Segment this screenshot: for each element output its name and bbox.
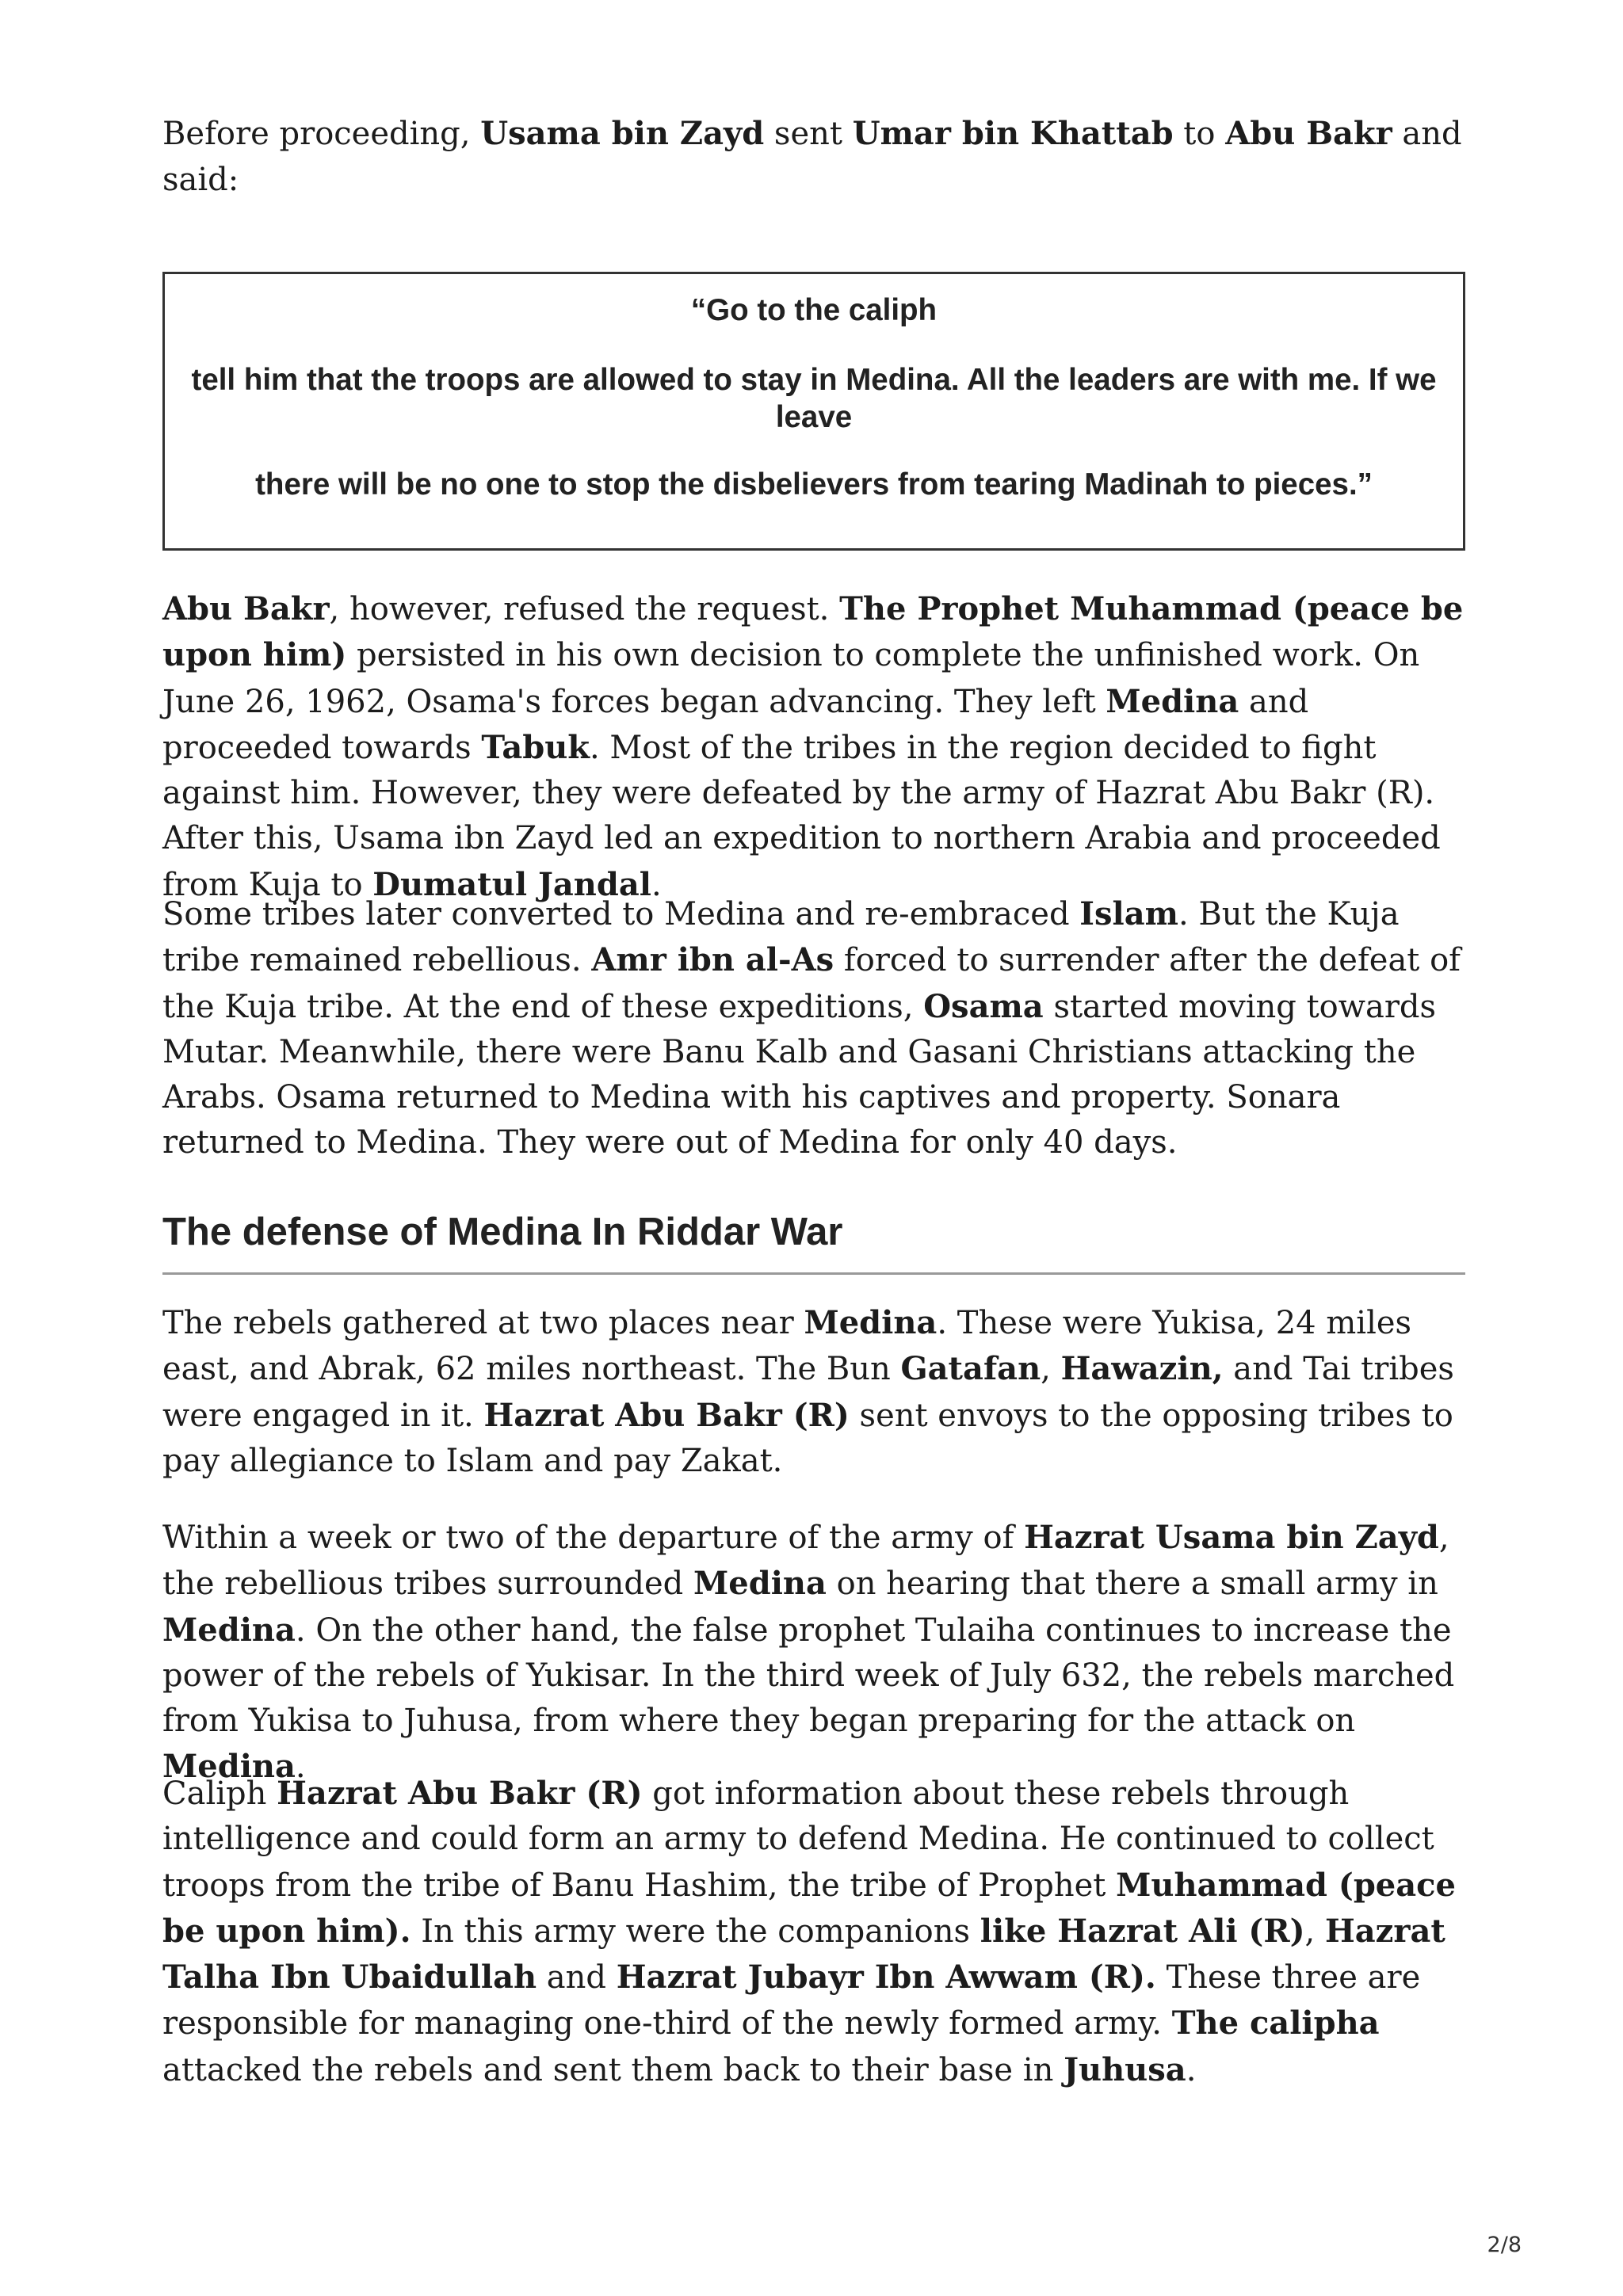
text-run: . But the Kuja tribe remained rebellious.	[162, 896, 1400, 979]
bold-text-run: Abu Bakr	[162, 590, 330, 627]
bold-text-run: Amr ibn al-As	[591, 941, 834, 979]
bold-text-run: Usama bin Zayd	[480, 115, 765, 152]
text-run: , the rebellious tribes surrounded	[162, 1520, 1449, 1603]
text-run: persisted in his own decision to complete the unfinished work. On June 26, 1962, Osama's forces began advancing. They left	[162, 637, 1420, 720]
text-run: . These were Yukisa, 24 miles east, and Abrak, 62 miles northeast. The Bun	[162, 1305, 1412, 1388]
bold-text-run: Medina	[693, 1565, 827, 1603]
bold-text-run: Medina	[162, 1748, 296, 1786]
bold-text-run: The Prophet Muhammad (peace be upon him)	[162, 590, 1464, 674]
bold-text-run: Muhammad (peace be upon him).	[162, 1866, 1456, 1950]
text-run: ,	[1041, 1351, 1061, 1388]
section-heading: The defense of Medina In Riddar War	[162, 1211, 843, 1253]
text-run: .	[1186, 2051, 1197, 2088]
text-run: sent	[764, 116, 853, 152]
bold-text-run: The calipha	[1171, 2004, 1380, 2042]
text-run: The rebels gathered at two places near	[162, 1305, 804, 1341]
text-run: .	[295, 1749, 306, 1786]
paragraph-caliph-army	[162, 1771, 1470, 2093]
text-run: Within a week or two of the departure of the army of	[162, 1520, 1025, 1556]
bold-text-run: Hawazin,	[1060, 1350, 1224, 1388]
bold-text-run: Hazrat Abu Bakr (R)	[483, 1396, 850, 1434]
text-run: and	[537, 1959, 617, 1997]
text-run: In this army were the companions	[411, 1913, 980, 1950]
bold-text-run: Hazrat Jubayr Ibn Awwam (R).	[616, 1958, 1156, 1997]
intro-paragraph	[162, 111, 1470, 203]
bold-text-run: Umar bin Khattab	[852, 115, 1174, 152]
text-run: forced to surrender after the defeat of the Kuja tribe. At the end of these expeditions,	[162, 942, 1461, 1025]
text-run: .	[651, 866, 662, 903]
text-run: got information about these rebels through intelligence and could form an army to defend Medina. He continued to collect troops from the tribe of Banu Hashim, the tribe of Prophet	[162, 1775, 1434, 1904]
quote-line-3: there will be no one to stop the disbelievers from tearing Madinah to pieces.”	[255, 467, 1373, 502]
bold-text-run: Medina	[804, 1304, 938, 1341]
text-run: These three are responsible for managing one-third of the newly formed army.	[162, 1959, 1421, 2042]
text-run: sent envoys to the opposing tribes to pay allegiance to Islam and pay Zakat.	[162, 1397, 1453, 1479]
text-run: , however, refused the request.	[329, 591, 840, 627]
paragraph-kuja-tribe	[162, 891, 1470, 1166]
text-run: on hearing that there a small army in	[826, 1566, 1438, 1603]
bold-text-run: Gatafan	[900, 1350, 1041, 1388]
text-run: . On the other hand, the false prophet Tulaiha continues to increase the power of the rebels of Yukisar. In the third week of July 632, the rebels marched from Yukisa to Juhusa, from where they began preparing for the attack on	[162, 1611, 1455, 1740]
bold-text-run: Tabuk	[481, 728, 590, 766]
text-run: . Most of the tribes in the region decided to fight against him. However, they were defeated by the army of Hazrat Abu Bakr (R). After this, Usama ibn Zayd led an expedition to northern Arabia and proceeded from Kuja to	[162, 729, 1441, 903]
bold-text-run: Medina	[162, 1611, 296, 1649]
text-run: attacked the rebels and sent them back to their base in	[162, 2051, 1064, 2088]
bold-text-run: Hazrat Usama bin Zayd	[1024, 1519, 1439, 1556]
text-run: Before proceeding,	[162, 116, 481, 152]
bold-text-run: like Hazrat Ali (R)	[980, 1912, 1305, 1950]
paragraph-rebels-gathered	[162, 1300, 1470, 1484]
bold-text-run: Medina	[1106, 682, 1239, 720]
bold-text-run: Osama	[923, 987, 1044, 1025]
paragraph-abu-bakr-refusal	[162, 586, 1470, 908]
bold-text-run: Hazrat Abu Bakr (R)	[277, 1775, 643, 1812]
text-run: ,	[1304, 1913, 1325, 1950]
quote-line-2: tell him that the troops are allowed to stay in Medina. All the leaders are with me. If we leave	[191, 363, 1437, 434]
text-run: to	[1173, 116, 1226, 152]
quote-line-1: “Go to the caliph	[690, 293, 938, 327]
text-run: Caliph	[162, 1775, 277, 1812]
quote-box	[162, 272, 1465, 551]
page-number: 2/8	[1487, 2233, 1522, 2257]
text-run: Some tribes later converted to Medina and re-embraced	[162, 896, 1080, 933]
text-run: and said:	[162, 116, 1462, 198]
text-run: and proceeded towards	[162, 683, 1309, 766]
bold-text-run: Juhusa	[1064, 2050, 1186, 2088]
bold-text-run: Abu Bakr	[1225, 115, 1392, 152]
heading-divider	[162, 1272, 1465, 1275]
bold-text-run: Islam	[1079, 895, 1178, 933]
paragraph-medina-surrounded	[162, 1515, 1470, 1791]
text-run: started moving towards Mutar. Meanwhile, there were Banu Kalb and Gasani Christians attacking the Arabs. Osama returned to Medina with his captives and property. Sonara returned to Medina. They were out of Medina for only 40 days.	[162, 988, 1437, 1161]
text-run: and Tai tribes were engaged in it.	[162, 1351, 1454, 1434]
bold-text-run: Hazrat Talha Ibn Ubaidullah	[162, 1912, 1445, 1997]
bold-text-run: Dumatul Jandal	[372, 865, 651, 903]
